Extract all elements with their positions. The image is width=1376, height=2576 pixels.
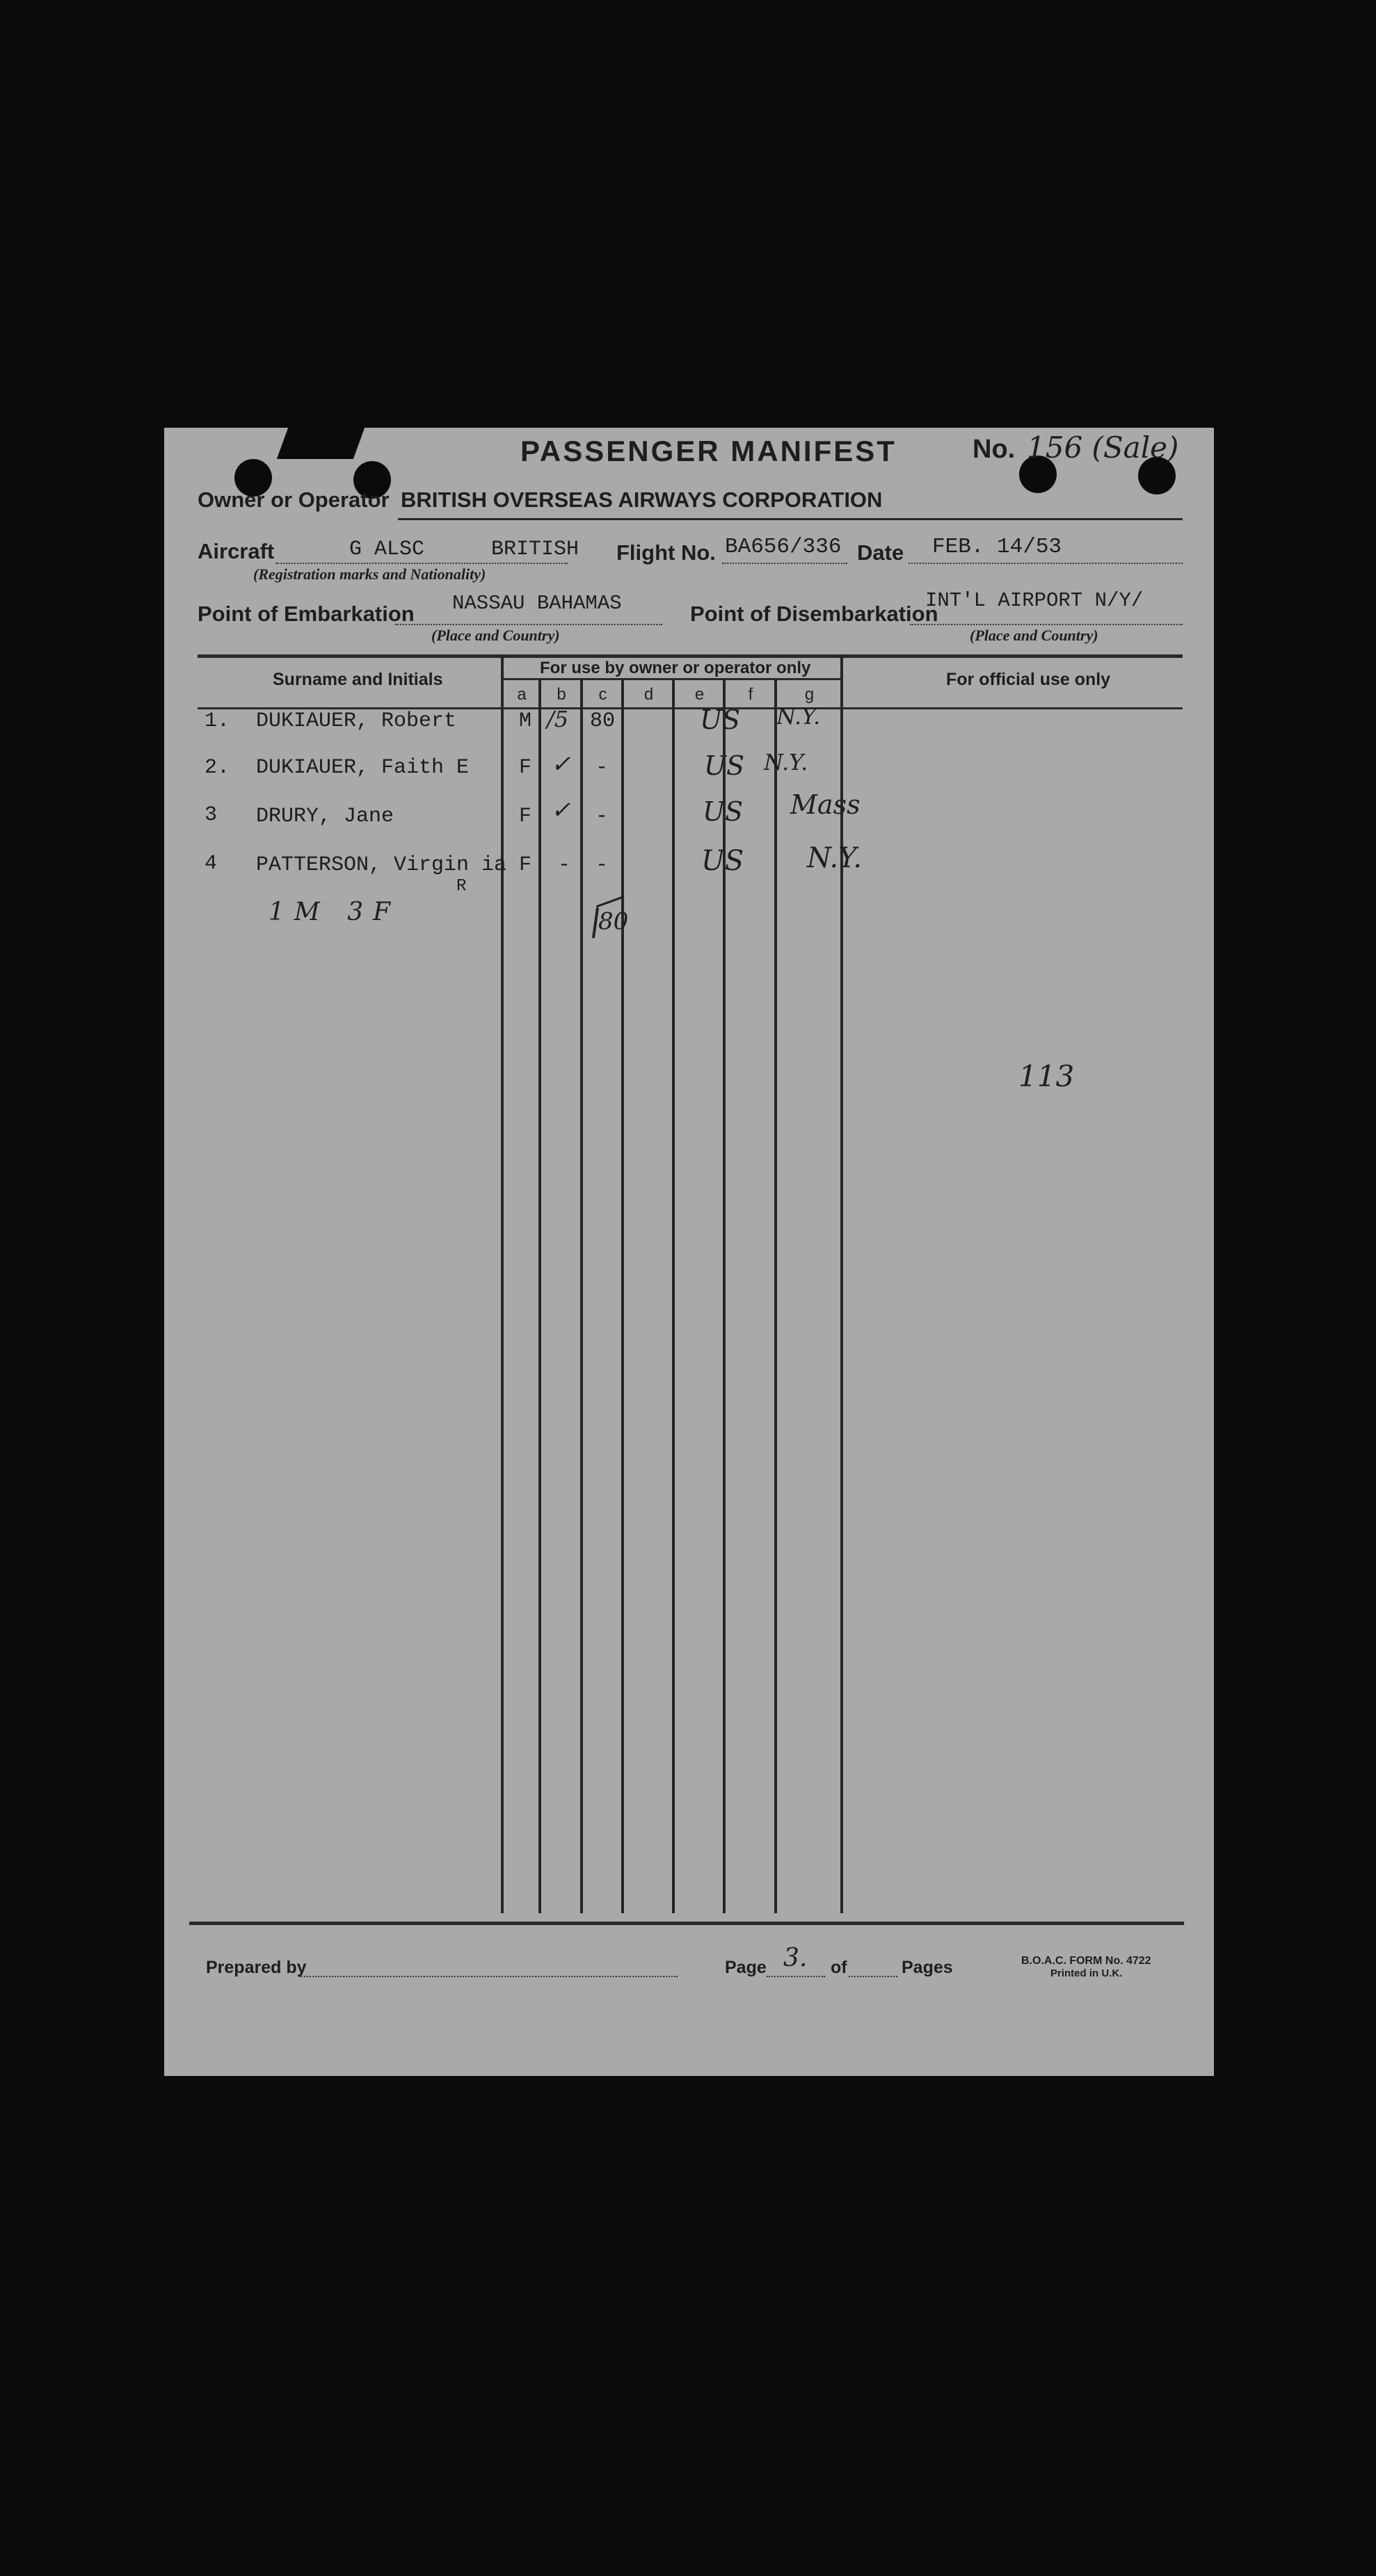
official-column-header: For official use only bbox=[946, 670, 1111, 689]
column-b-cell: ✓ bbox=[551, 796, 571, 824]
column-e-cell: US bbox=[700, 705, 741, 735]
flight-number: BA656/336 bbox=[725, 535, 842, 559]
aircraft-note: (Registration marks and Nationality) bbox=[253, 565, 486, 583]
column-header-b: b bbox=[557, 685, 566, 704]
disembarkation-note: (Place and Country) bbox=[970, 627, 1098, 644]
column-c-cell: - bbox=[595, 756, 609, 780]
passenger-name-extra: R bbox=[456, 877, 467, 896]
column-header-a: a bbox=[517, 685, 527, 704]
aircraft-nationality: BRITISH bbox=[491, 538, 579, 561]
column-b-cell: /5 bbox=[547, 706, 569, 732]
column-e-cell: US bbox=[704, 750, 745, 781]
printed-in-note: Printed in U.K. bbox=[1050, 1967, 1123, 1979]
column-c-cell: - bbox=[595, 853, 609, 877]
passenger-name: PATTERSON, Virgin ia bbox=[256, 853, 507, 877]
passenger-name: DRURY, Jane bbox=[256, 805, 394, 828]
official-entry-number: 113 bbox=[1018, 1059, 1075, 1093]
owner-label: Owner or Operator bbox=[198, 488, 390, 512]
flight-label: Flight No. bbox=[616, 540, 716, 565]
column-g-cell: N.Y. bbox=[807, 842, 863, 874]
owner-value: BRITISH OVERSEAS AIRWAYS CORPORATION bbox=[401, 488, 883, 512]
sex-cell: F bbox=[519, 756, 532, 780]
column-b-cell: - bbox=[558, 853, 571, 877]
column-c-total: 80 bbox=[598, 908, 629, 935]
page-label: Page bbox=[725, 1958, 767, 1977]
of-label: of bbox=[831, 1958, 847, 1977]
torn-corner bbox=[277, 428, 365, 459]
disembarkation-label: Point of Disembarkation bbox=[690, 602, 938, 626]
column-header-c: c bbox=[598, 685, 607, 704]
column-e-cell: US bbox=[701, 845, 744, 877]
pages-label: Pages bbox=[902, 1958, 953, 1977]
column-c-cell: - bbox=[595, 805, 609, 828]
date-value: FEB. 14/53 bbox=[932, 535, 1062, 559]
aircraft-registration: G ALSC bbox=[349, 538, 425, 561]
column-header-d: d bbox=[643, 685, 654, 704]
embarkation-label: Point of Embarkation bbox=[198, 602, 415, 626]
row-number: 1. bbox=[205, 709, 230, 733]
name-column-header: Surname and Initials bbox=[273, 670, 443, 689]
row-number: 4 bbox=[205, 852, 218, 876]
disembarkation-value: INT'L AIRPORT N/Y/ bbox=[925, 589, 1144, 612]
column-header-e: e bbox=[694, 685, 705, 704]
sex-cell: F bbox=[519, 853, 532, 877]
operator-columns-header: For use by owner or operator only bbox=[540, 659, 811, 677]
column-g-cell: N.Y. bbox=[776, 703, 821, 730]
sex-cell: M bbox=[519, 709, 532, 733]
column-b-cell: ✓ bbox=[551, 750, 571, 778]
row-number: 2. bbox=[205, 756, 230, 780]
aircraft-label: Aircraft bbox=[198, 539, 275, 563]
passenger-name: DUKIAUER, Faith E bbox=[256, 756, 470, 780]
passenger-name: DUKIAUER, Robert bbox=[256, 709, 457, 733]
column-g-cell: N.Y. bbox=[764, 749, 808, 775]
embarkation-note: (Place and Country) bbox=[431, 627, 560, 644]
form-number-value: 156 (Sale) bbox=[1027, 430, 1179, 465]
column-c-cell: 80 bbox=[590, 709, 616, 733]
form-number-label: No. bbox=[973, 435, 1016, 464]
column-g-cell: Mass bbox=[790, 789, 861, 820]
page-number: 3. bbox=[783, 1944, 808, 1972]
form-code: B.O.A.C. FORM No. 4722 bbox=[1021, 1955, 1151, 1967]
column-header-f: f bbox=[748, 685, 753, 704]
total-bracket-top bbox=[596, 896, 624, 908]
sex-cell: F bbox=[519, 805, 532, 828]
row-number: 3 bbox=[205, 803, 218, 827]
form-title: PASSENGER MANIFEST bbox=[520, 435, 897, 467]
prepared-by-label: Prepared by bbox=[206, 1958, 307, 1977]
passenger-count-summary: 1M 3F bbox=[269, 898, 401, 926]
column-header-g: g bbox=[804, 685, 815, 704]
date-label: Date bbox=[857, 540, 904, 565]
manifest-sheet bbox=[164, 428, 1214, 2076]
column-e-cell: US bbox=[703, 796, 744, 827]
embarkation-value: NASSAU BAHAMAS bbox=[452, 592, 622, 615]
